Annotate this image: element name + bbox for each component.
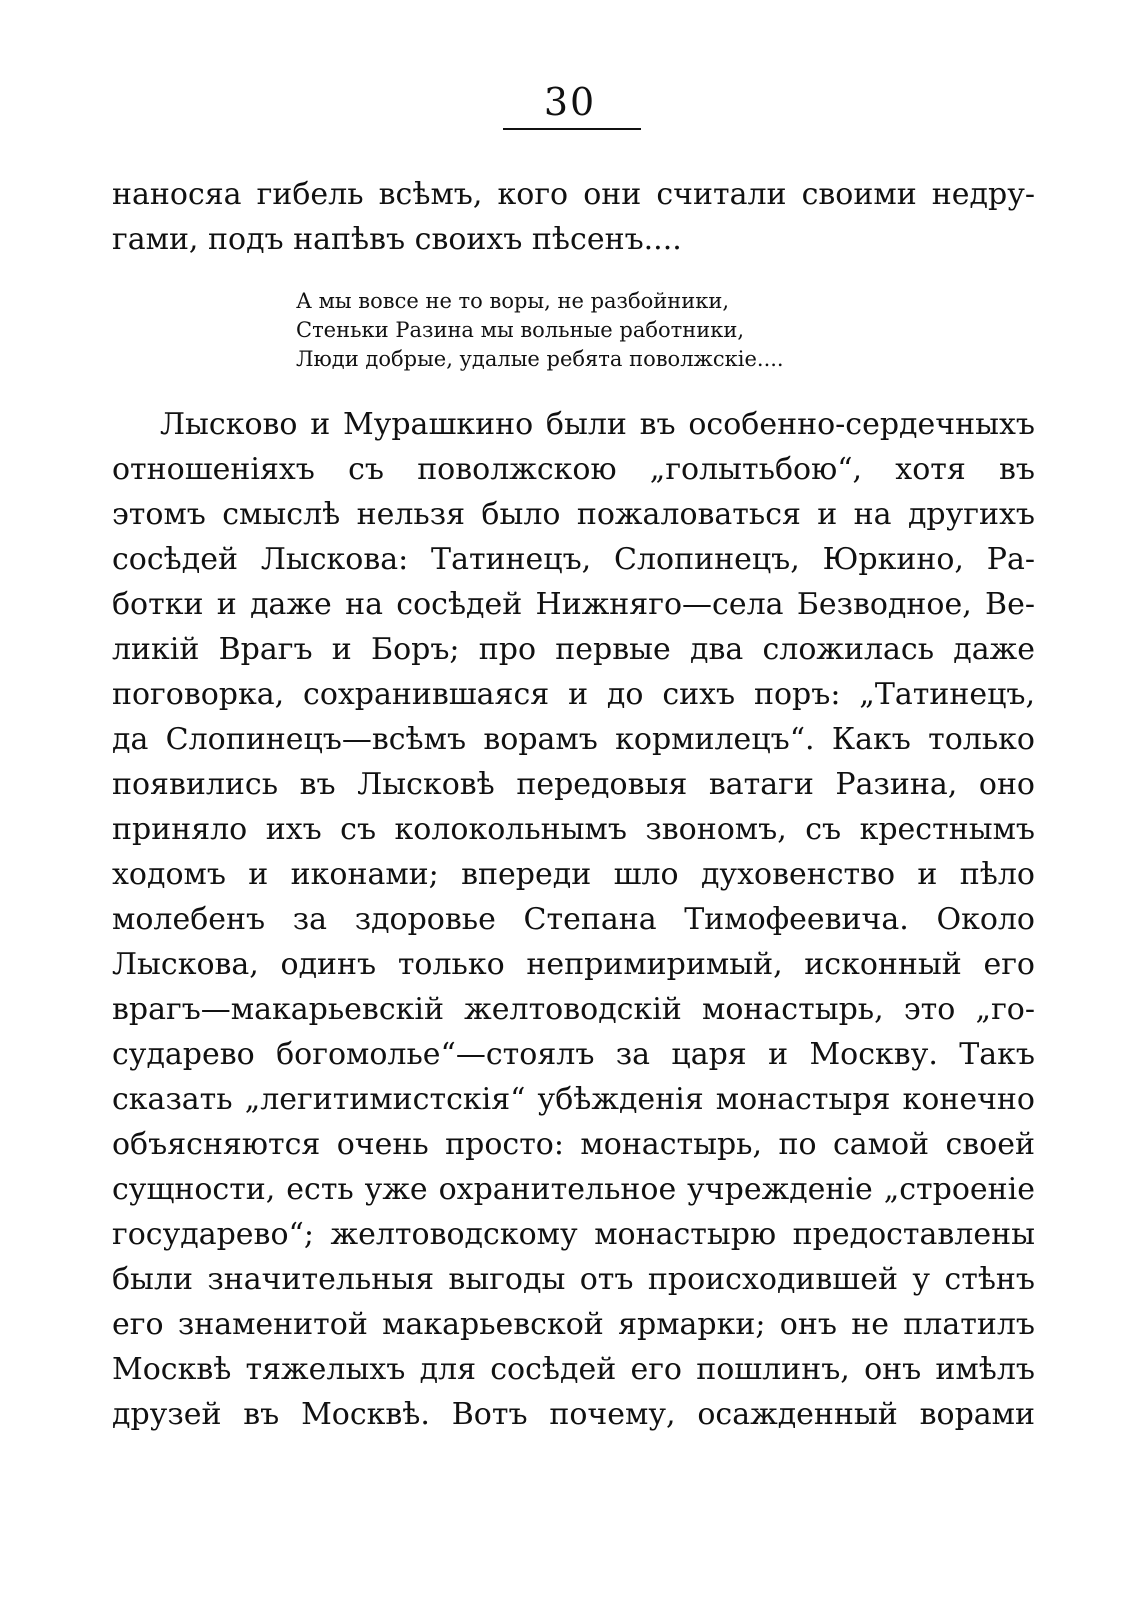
intro-text <box>112 172 1035 262</box>
text-line: Лыскова, одинъ только непримиримый, исконный его <box>112 947 1035 982</box>
text-line: приняло ихъ съ колокольнымъ звономъ, съ крестнымъ <box>112 812 1035 847</box>
text-line: ликій Врагъ и Боръ; про первые два сложилась даже <box>112 632 1035 667</box>
verse-quote <box>296 287 856 374</box>
text-line: поговорка, сохранившаяся и до сихъ поръ: „Татинецъ, <box>112 677 1035 712</box>
text-line: были значительныя выгоды отъ происходившей у стѣнъ <box>112 1262 1035 1297</box>
text-line: наносяа гибель всѣмъ, кого они считали своими недру- <box>112 177 1035 212</box>
text-line: сударево богомолье“—стоялъ за царя и Москву. Такъ <box>112 1037 1035 1072</box>
page-number: 30 <box>543 80 597 124</box>
text-line: врагъ—макарьевскій желтоводскій монастырь, это „го- <box>112 992 1035 1027</box>
verse-line: Люди добрые, удалые ребята поволжскіе.... <box>296 347 784 371</box>
text-line: отношеніяхъ съ поволжскою „голытьбою“, хотя въ <box>112 452 1035 487</box>
text-line: молебенъ за здоровье Степана Тимофеевича. Около <box>112 902 1035 937</box>
text-line: государево“; желтоводскому монастырю предоставлены <box>112 1217 1035 1252</box>
text-line: сказать „легитимистскія“ убѣжденія монастыря конечно <box>112 1082 1035 1117</box>
text-line: этомъ смыслѣ нельзя было пожаловаться и на другихъ <box>112 497 1035 532</box>
text-line: да Слопинецъ—всѣмъ ворамъ кормилецъ“. Какъ только <box>112 722 1035 757</box>
text-line: его знаменитой макарьевской ярмарки; онъ не платилъ <box>112 1307 1035 1342</box>
text-line: ходомъ и иконами; впереди шло духовенство и пѣло <box>112 857 1035 892</box>
verse-line: А мы вовсе не то воры, не разбойники, <box>296 289 730 313</box>
main-paragraph <box>112 402 1035 1437</box>
text-line: сущности, есть уже охранительное учрежденіе „строеніе <box>112 1172 1035 1207</box>
verse-line: Стеньки Разина мы вольные работники, <box>296 318 745 342</box>
text-line: гами, подъ напѣвъ своихъ пѣсенъ.... <box>112 222 682 257</box>
page-number-rule <box>503 128 641 130</box>
text-line: Москвѣ тяжелыхъ для сосѣдей его пошлинъ, онъ имѣлъ <box>112 1352 1035 1387</box>
text-line: появились въ Лысковѣ передовыя ватаги Разина, оно <box>112 767 1035 802</box>
text-line: ботки и даже на сосѣдей Нижняго—села Безводное, Ве- <box>112 587 1035 622</box>
text-line: Лысково и Мурашкино были въ особенно-сердечныхъ <box>160 407 1035 442</box>
text-line: друзей въ Москвѣ. Вотъ почему, осажденный ворами <box>112 1397 1035 1432</box>
text-line: сосѣдей Лыскова: Татинецъ, Слопинецъ, Юркино, Ра- <box>112 542 1035 577</box>
text-line: объясняются очень просто: монастырь, по самой своей <box>112 1127 1035 1162</box>
